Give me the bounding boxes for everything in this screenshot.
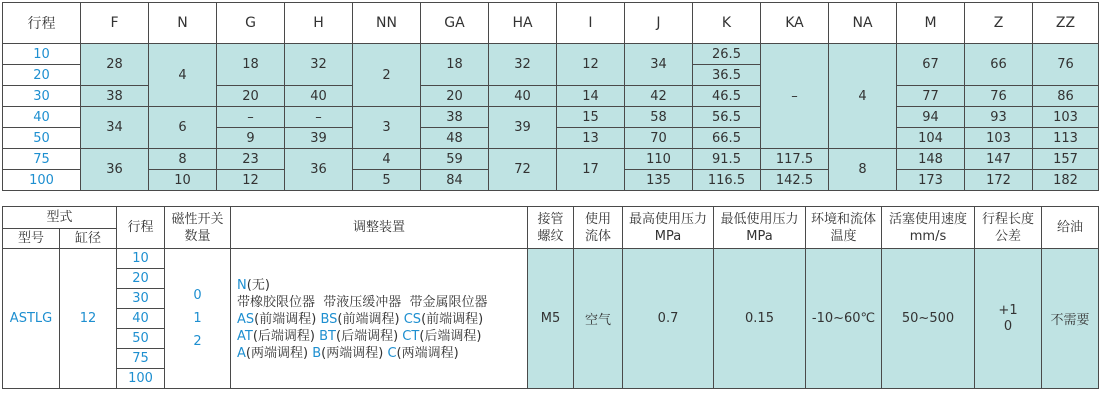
speed-header-line2: mm/s: [909, 228, 947, 244]
option-code: AS: [237, 312, 255, 327]
col-header-ZZ: ZZ: [1033, 3, 1099, 44]
cell-K: 116.5: [693, 170, 761, 191]
option-desc: (两端调程): [396, 346, 459, 361]
cell-K: 66.5: [693, 128, 761, 149]
cell-KA: 142.5: [761, 170, 829, 191]
col-header-Z: Z: [965, 3, 1033, 44]
switch-count-0: 0: [193, 288, 202, 303]
cell-F: 36: [81, 149, 149, 191]
cell-ZZ: 103: [1033, 107, 1099, 128]
cell-G: 20: [217, 86, 285, 107]
cell-HA: 40: [489, 86, 557, 107]
stroke-cell: 100: [117, 369, 165, 389]
bore-cell: 12: [60, 249, 117, 389]
stroke-header: 行程: [117, 207, 165, 249]
cell-Z: 93: [965, 107, 1033, 128]
option-desc: (后端调程): [419, 329, 482, 344]
col-header-NA: NA: [829, 3, 897, 44]
bore-header: 缸径: [60, 229, 117, 249]
speed-cell: 50~500: [882, 249, 975, 389]
max-pressure-header-line2: MPa: [654, 228, 682, 244]
port-cell: M5: [528, 249, 574, 389]
temperature-header-line2: 温度: [830, 228, 857, 244]
port-header: [528, 207, 574, 249]
cell-NN: 5: [353, 170, 421, 191]
cell-ZZ: 182: [1033, 170, 1099, 191]
model-header: 型号: [3, 229, 60, 249]
tolerance-minus: 0: [1003, 318, 1013, 334]
option-types: 带橡胶限位器 带液压缓冲器 带金属限位器: [237, 295, 488, 310]
cell-F: 34: [81, 107, 149, 149]
switch-count-2: 2: [193, 334, 202, 349]
option-none: [237, 277, 523, 294]
cell-NN: 4: [353, 149, 421, 170]
adjust-options-cell: [231, 249, 528, 389]
temperature-header-line1: 环境和流体: [811, 211, 877, 227]
option-desc: (后端调程): [336, 329, 399, 344]
col-header-KA: KA: [761, 3, 829, 44]
col-header-NN: NN: [353, 3, 421, 44]
cell-G: 23: [217, 149, 285, 170]
cell-Z: 103: [965, 128, 1033, 149]
option-code: B: [312, 346, 322, 361]
cell-GA: 48: [421, 128, 489, 149]
col-header-GA: GA: [421, 3, 489, 44]
cell-GA: 84: [421, 170, 489, 191]
cell-G: 9: [217, 128, 285, 149]
stroke-cell: 10: [117, 249, 165, 269]
cell-ZZ: 76: [1033, 44, 1099, 86]
switch-count-cell: [165, 249, 231, 389]
adjust-header: 调整装置: [231, 207, 528, 249]
cell-KA: –: [761, 44, 829, 149]
switch-count-1: 1: [193, 311, 202, 326]
max-pressure-header-line1: 最高使用压力: [629, 211, 708, 227]
cell-I: 15: [557, 107, 625, 128]
cell-H: 32: [285, 44, 353, 86]
cell-I: 13: [557, 128, 625, 149]
cell-I: 12: [557, 44, 625, 86]
cell-G: –: [217, 107, 285, 128]
max-pressure-cell: 0.7: [623, 249, 714, 389]
col-header-HA: HA: [489, 3, 557, 44]
cell-J: 70: [625, 128, 693, 149]
option-code: BT: [319, 329, 336, 344]
cell-H: 36: [285, 149, 353, 191]
table-row: [3, 149, 1099, 170]
switch-header-line2: 数量: [184, 228, 211, 244]
port-header-line1: 接管: [537, 211, 564, 227]
cell-G: 18: [217, 44, 285, 86]
cell-M: 148: [897, 149, 965, 170]
dimension-header-row: [3, 3, 1099, 44]
spec-table: [2, 206, 1099, 389]
cell-Z: 76: [965, 86, 1033, 107]
cell-J: 58: [625, 107, 693, 128]
stroke-cell: 30: [3, 86, 81, 107]
cell-N: 8: [149, 149, 217, 170]
type-header: 型式: [3, 207, 117, 229]
cell-N: 4: [149, 44, 217, 107]
cell-H: 40: [285, 86, 353, 107]
cell-M: 94: [897, 107, 965, 128]
stroke-cell: 40: [117, 309, 165, 329]
cell-J: 135: [625, 170, 693, 191]
cell-NA: 8: [829, 149, 897, 191]
stroke-cell: 30: [117, 289, 165, 309]
dimension-table: [2, 2, 1099, 191]
table-row: [3, 249, 1099, 269]
stroke-header: 行程: [3, 3, 81, 44]
option-row-front: [237, 311, 523, 328]
cell-G: 12: [217, 170, 285, 191]
cell-GA: 18: [421, 44, 489, 86]
cell-K: 46.5: [693, 86, 761, 107]
cell-F: 38: [81, 86, 149, 107]
stroke-cell: 20: [3, 65, 81, 86]
cell-J: 42: [625, 86, 693, 107]
option-desc: (两端调程): [245, 346, 309, 361]
stroke-cell: 50: [117, 329, 165, 349]
table-row: [3, 44, 1099, 65]
cell-ZZ: 157: [1033, 149, 1099, 170]
stroke-cell: 10: [3, 44, 81, 65]
cell-GA: 59: [421, 149, 489, 170]
cell-GA: 20: [421, 86, 489, 107]
cell-M: 67: [897, 44, 965, 86]
cell-GA: 38: [421, 107, 489, 128]
cell-H: –: [285, 107, 353, 128]
cell-J: 110: [625, 149, 693, 170]
model-cell: ASTLG: [3, 249, 60, 389]
cell-F: 28: [81, 44, 149, 86]
option-code: AT: [237, 329, 253, 344]
lube-header: 给油: [1042, 207, 1099, 249]
min-pressure-header-line2: MPa: [746, 228, 773, 244]
option-code: CS: [403, 312, 422, 327]
fluid-header-line1: 使用: [585, 211, 612, 227]
stroke-cell: 75: [117, 349, 165, 369]
temperature-header: [806, 207, 882, 249]
cell-HA: 32: [489, 44, 557, 86]
tolerance-cell: [975, 249, 1042, 389]
option-desc: (无): [246, 278, 270, 293]
fluid-header-line2: 流体: [585, 228, 612, 244]
fluid-header: [574, 207, 623, 249]
cell-J: 34: [625, 44, 693, 86]
max-pressure-header: [623, 207, 714, 249]
cell-N: 6: [149, 107, 217, 149]
min-pressure-header: [714, 207, 806, 249]
option-code: N: [237, 278, 247, 293]
col-header-I: I: [557, 3, 625, 44]
cell-H: 39: [285, 128, 353, 149]
option-row-both: [237, 345, 523, 362]
stroke-cell: 40: [3, 107, 81, 128]
min-pressure-header-line1: 最低使用压力: [720, 211, 799, 227]
cell-NN: 2: [353, 44, 421, 107]
switch-header: [165, 207, 231, 249]
tolerance-header: [975, 207, 1042, 249]
cell-M: 77: [897, 86, 965, 107]
tolerance-header-line1: 行程长度: [982, 211, 1035, 227]
option-desc: (后端调程): [252, 329, 315, 344]
spec-header-row: [3, 207, 1099, 229]
stroke-cell: 20: [117, 269, 165, 289]
port-header-line2: 螺纹: [537, 228, 564, 244]
option-row-rear: [237, 328, 523, 345]
cell-K: 56.5: [693, 107, 761, 128]
lube-cell: 不需要: [1042, 249, 1099, 389]
cell-K: 91.5: [693, 149, 761, 170]
col-header-H: H: [285, 3, 353, 44]
cell-Z: 66: [965, 44, 1033, 86]
option-desc: (前端调程): [337, 312, 400, 327]
option-code: CT: [402, 329, 420, 344]
cell-HA: 39: [489, 107, 557, 149]
option-code: BS: [320, 312, 338, 327]
col-header-G: G: [217, 3, 285, 44]
cell-M: 173: [897, 170, 965, 191]
stroke-cell: 100: [3, 170, 81, 191]
cell-K: 26.5: [693, 44, 761, 65]
cell-K: 36.5: [693, 65, 761, 86]
cell-HA: 72: [489, 149, 557, 191]
col-header-M: M: [897, 3, 965, 44]
cell-I: 17: [557, 149, 625, 191]
cell-N: 10: [149, 170, 217, 191]
tolerance-header-line2: 公差: [995, 228, 1022, 244]
option-desc: (前端调程): [421, 312, 484, 327]
cell-KA: 117.5: [761, 149, 829, 170]
col-header-K: K: [693, 3, 761, 44]
cell-ZZ: 86: [1033, 86, 1099, 107]
speed-header-line1: 活塞使用速度: [889, 211, 968, 227]
cell-NN: 3: [353, 107, 421, 149]
option-code: A: [237, 346, 246, 361]
stroke-cell: 50: [3, 128, 81, 149]
cell-Z: 172: [965, 170, 1033, 191]
cell-I: 14: [557, 86, 625, 107]
switch-header-line1: 磁性开关: [171, 211, 224, 227]
option-desc: (前端调程): [254, 312, 317, 327]
stroke-cell: 75: [3, 149, 81, 170]
option-code: C: [387, 346, 397, 361]
table-row: [3, 107, 1099, 128]
cell-Z: 147: [965, 149, 1033, 170]
col-header-J: J: [625, 3, 693, 44]
cell-M: 104: [897, 128, 965, 149]
tolerance-plus: +1: [998, 302, 1018, 318]
cell-ZZ: 113: [1033, 128, 1099, 149]
option-desc: (两端调程): [321, 346, 384, 361]
fluid-cell: 空气: [574, 249, 623, 389]
col-header-N: N: [149, 3, 217, 44]
speed-header: [882, 207, 975, 249]
cell-NA: 4: [829, 44, 897, 149]
min-pressure-cell: 0.15: [714, 249, 806, 389]
col-header-F: F: [81, 3, 149, 44]
temperature-cell: -10~60℃: [806, 249, 882, 389]
